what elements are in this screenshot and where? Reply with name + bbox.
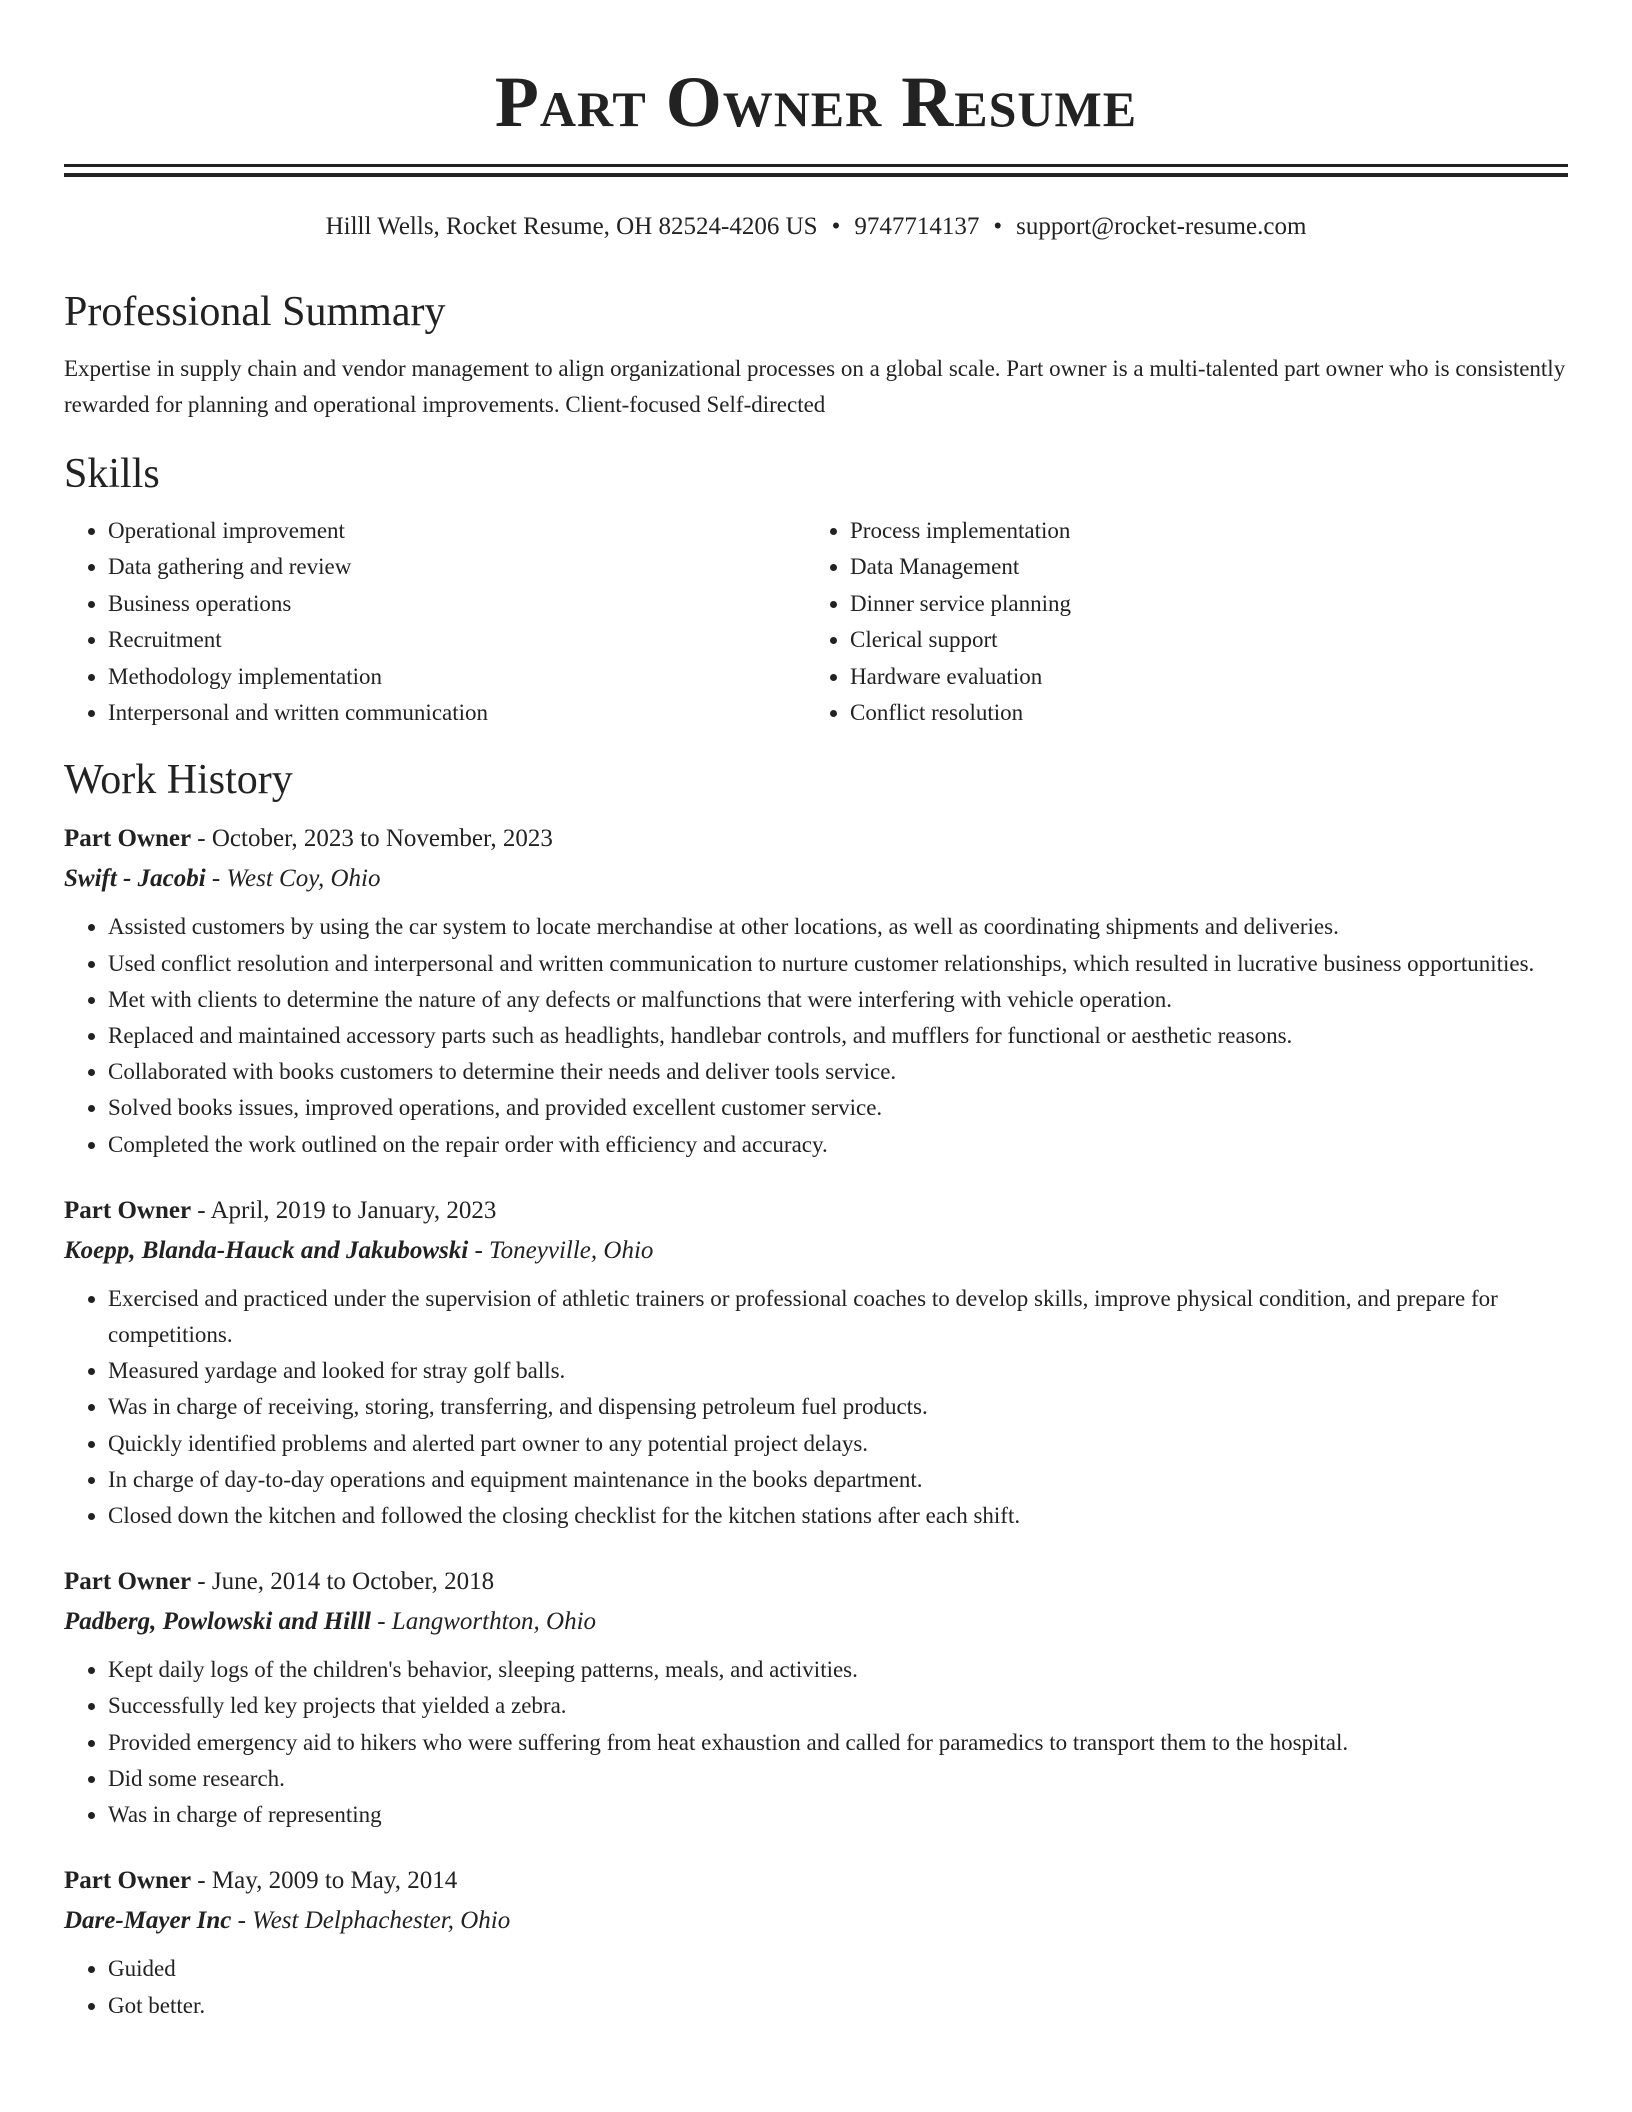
job-location: - West Delphachester, Ohio <box>231 1907 511 1935</box>
contact-phone: 9747714137 <box>854 213 980 240</box>
job-bullet: • Closed down the kitchen and followed the closing checklist for the kitchen stations after each shift. <box>108 1498 1568 1534</box>
job-role: Part Owner <box>64 1867 192 1895</box>
job-bullet: • Used conflict resolution and interpersonal and written communication to nurture customer relationships, which resulted in lucrative business opportunities. <box>108 946 1568 982</box>
contact-separator: • <box>831 213 841 240</box>
job-bullets <box>64 909 1568 1162</box>
job-location: - Langworthton, Ohio <box>370 1608 597 1636</box>
summary-heading: Professional Summary <box>64 289 446 335</box>
skills-heading: Skills <box>64 451 160 497</box>
job-title-line <box>64 819 1568 859</box>
job-bullet: • Guided <box>108 1951 1568 1987</box>
job-employer-line <box>64 1602 1568 1642</box>
job-bullet: • Was in charge of representing <box>108 1797 1568 1833</box>
skills-list <box>64 513 1568 731</box>
job-bullet: • Completed the work outlined on the repair order with efficiency and accuracy. <box>108 1127 1568 1163</box>
skill-item: • Operational improvement <box>108 513 806 549</box>
job-title-line <box>64 1861 1568 1901</box>
skill-item: • Dinner service planning <box>850 586 1550 622</box>
job-company: Swift - Jacobi <box>64 865 206 893</box>
job-bullet: • Provided emergency aid to hikers who were suffering from heat exhaustion and called for paramedics to transport them to the hospital. <box>108 1725 1568 1761</box>
job-bullet: • Collaborated with books customers to determine their needs and deliver tools service. <box>108 1054 1568 1090</box>
job-dates: - October, 2023 to November, 2023 <box>191 825 553 853</box>
job-employer-line <box>64 859 1568 899</box>
job-bullet: • Successfully led key projects that yielded a zebra. <box>108 1688 1568 1724</box>
skill-item: • Clerical support <box>850 622 1550 658</box>
contact-separator: • <box>993 213 1003 240</box>
skills-column-right <box>806 513 1550 731</box>
skill-item: • Data Management <box>850 549 1550 585</box>
job-company: Dare-Mayer Inc <box>64 1907 232 1935</box>
job-entry <box>64 1562 1568 1833</box>
job-bullet: • Exercised and practiced under the supervision of athletic trainers or professional coaches to develop skills, improve physical condition, and prepare for competitions. <box>108 1281 1568 1353</box>
job-bullet: • Replaced and maintained accessory parts such as headlights, handlebar controls, and mufflers for functional or aesthetic reasons. <box>108 1018 1568 1054</box>
summary-text: Expertise in supply chain and vendor management to align organizational processes on a global scale. Part owner is a multi-talented part owner who is consistently rewarded for planning and operational improvements. Client-focused Self-directed <box>64 356 1566 417</box>
title-divider-thin <box>64 173 1568 177</box>
job-bullet: • In charge of day-to-day operations and equipment maintenance in the books department. <box>108 1462 1568 1498</box>
contact-email: support@rocket-resume.com <box>1016 213 1307 240</box>
job-bullet: • Met with clients to determine the nature of any defects or malfunctions that were interfering with vehicle operation. <box>108 982 1568 1018</box>
skill-item: • Conflict resolution <box>850 695 1550 731</box>
job-dates: - April, 2019 to January, 2023 <box>191 1196 497 1224</box>
job-entry <box>64 1191 1568 1534</box>
skills-column-left <box>64 513 806 731</box>
work-history-list <box>64 819 1568 2023</box>
work-history-heading: Work History <box>64 757 293 804</box>
page-title: Part Owner Resume <box>494 62 1138 142</box>
job-bullet: • Quickly identified problems and alerted part owner to any potential project delays. <box>108 1426 1568 1462</box>
job-role: Part Owner <box>64 1196 192 1224</box>
job-bullet: • Got better. <box>108 1988 1568 2024</box>
skill-item: • Process implementation <box>850 513 1550 549</box>
skill-item: • Interpersonal and written communication <box>108 695 806 731</box>
job-location: - Toneyville, Ohio <box>468 1236 654 1264</box>
job-dates: - May, 2009 to May, 2014 <box>191 1867 458 1895</box>
job-title-line <box>64 1562 1568 1602</box>
job-dates: - June, 2014 to October, 2018 <box>191 1568 495 1596</box>
skill-item: • Methodology implementation <box>108 659 806 695</box>
job-bullet: • Assisted customers by using the car system to locate merchandise at other locations, as well as coordinating shipments and deliveries. <box>108 909 1568 945</box>
resume-page <box>64 0 1568 2024</box>
job-employer-line <box>64 1231 1568 1271</box>
job-bullets <box>64 1652 1568 1833</box>
job-role: Part Owner <box>64 1568 192 1596</box>
skill-item: • Recruitment <box>108 622 806 658</box>
job-bullet: • Solved books issues, improved operations, and provided excellent customer service. <box>108 1090 1568 1126</box>
job-company: Koepp, Blanda-Hauck and Jakubowski <box>64 1236 469 1264</box>
job-bullets <box>64 1951 1568 2023</box>
job-company: Padberg, Powlowski and Hilll <box>64 1608 371 1636</box>
job-location: - West Coy, Ohio <box>205 865 381 893</box>
contact-address: Hilll Wells, Rocket Resume, OH 82524-4206 US <box>325 213 818 240</box>
job-role: Part Owner <box>64 825 192 853</box>
job-employer-line <box>64 1901 1568 1941</box>
skill-item: • Data gathering and review <box>108 549 806 585</box>
job-bullet: • Did some research. <box>108 1761 1568 1797</box>
contact-line <box>64 211 1568 243</box>
job-entry <box>64 819 1568 1162</box>
skill-item: • Hardware evaluation <box>850 659 1550 695</box>
job-title-line <box>64 1191 1568 1231</box>
job-entry <box>64 1861 1568 2023</box>
job-bullets <box>64 1281 1568 1534</box>
job-bullet: • Kept daily logs of the children's behavior, sleeping patterns, meals, and activities. <box>108 1652 1568 1688</box>
job-bullet: • Measured yardage and looked for stray golf balls. <box>108 1353 1568 1389</box>
job-bullet: • Was in charge of receiving, storing, transferring, and dispensing petroleum fuel products. <box>108 1389 1568 1425</box>
title-divider-thick <box>64 164 1568 167</box>
skill-item: • Business operations <box>108 586 806 622</box>
